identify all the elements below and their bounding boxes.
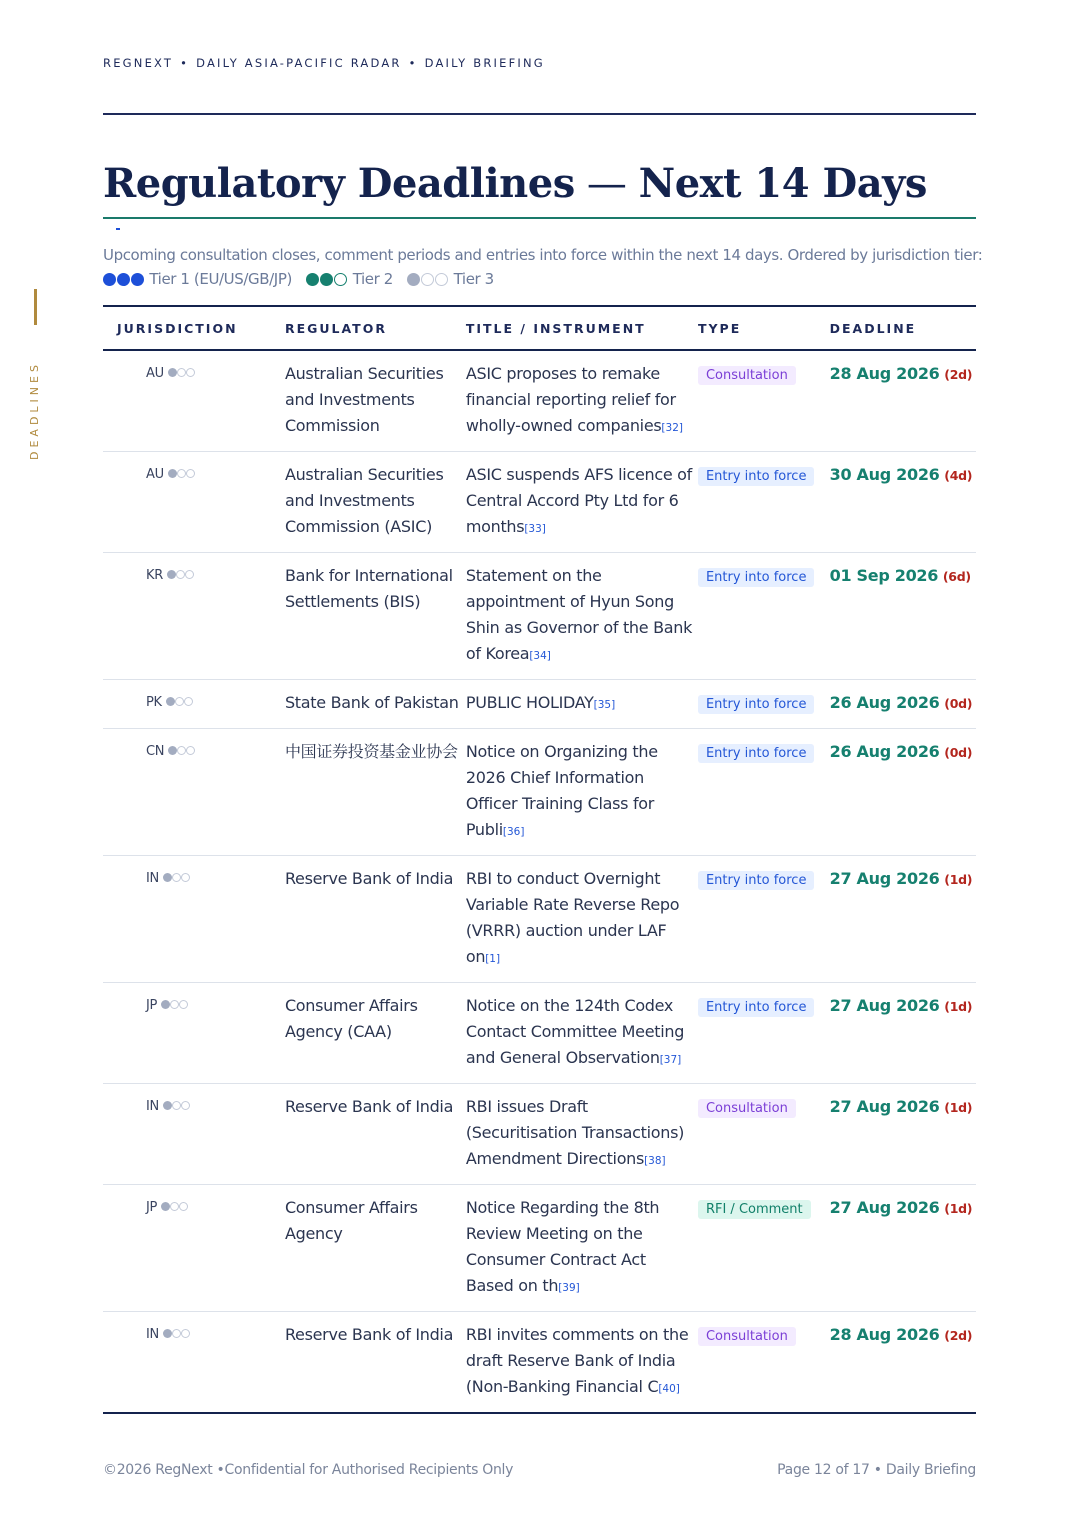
section-name: DAILY ASIA-PACIFIC RADAR: [196, 56, 402, 70]
jurisdiction-cell: [103, 856, 285, 983]
days-remaining: (1d): [944, 872, 973, 887]
page-title-dash: —: [574, 161, 639, 207]
legend-label: Tier 1 (EU/US/GB/JP): [149, 270, 292, 288]
instrument-title: RBI issues Draft (Securitisation Transactions) Amendment Directions: [465, 1097, 685, 1168]
tier-dot-empty-icon: [172, 1101, 181, 1110]
type-badge: Entry into force: [698, 467, 815, 486]
table-row: [103, 729, 976, 856]
instrument-title: Notice on the 124th Codex Contact Committee Meeting and General Observation: [465, 996, 685, 1067]
kicker-separator: •: [180, 56, 190, 70]
instrument-title: RBI invites comments on the draft Reserve Bank of India (Non-Banking Financial C: [465, 1325, 689, 1396]
tier-dot-icon: [161, 1202, 170, 1211]
days-remaining: (2d): [944, 367, 973, 382]
tier-dot-empty-icon: [179, 1000, 188, 1009]
table-row: [103, 1312, 976, 1414]
page-title-sub: Next 14 Days: [638, 160, 927, 207]
deadline-date: 28 Aug 2026: [829, 1325, 940, 1344]
jurisdiction-cell: [103, 350, 285, 452]
deadline-cell: [830, 983, 976, 1084]
column-header-jurisdiction: JURISDICTION: [103, 306, 285, 350]
days-remaining: (0d): [944, 745, 973, 760]
jurisdiction-cell: [103, 983, 285, 1084]
tier-dot-icon: [161, 1000, 170, 1009]
doc-type: DAILY BRIEFING: [424, 56, 545, 70]
column-header-deadline: DEADLINE: [830, 306, 976, 350]
deadline-cell: [830, 856, 976, 983]
tier-dot-empty-icon: [177, 469, 186, 478]
column-header-title: TITLE / INSTRUMENT: [466, 306, 698, 350]
tier-dot-icon: [163, 1101, 172, 1110]
type-badge: Consultation: [698, 1327, 796, 1346]
type-badge: Entry into force: [698, 744, 815, 763]
regulator-cell: Reserve Bank of India: [285, 1312, 466, 1414]
deadline-date: 28 Aug 2026: [829, 364, 940, 383]
deadline-date: 01 Sep 2026: [829, 566, 939, 585]
deadline-cell: [830, 1185, 976, 1312]
tier-dot-icon: [117, 273, 130, 286]
jurisdiction-code: CN: [146, 744, 165, 759]
intro-paragraph: Upcoming consultation closes, comment periods and entries into force within the next 14 days. Ordered by jurisdiction tier:: [103, 246, 983, 264]
deadline-cell: [830, 553, 976, 680]
tier-dot-empty-icon: [186, 746, 195, 755]
page-title-main: Regulatory Deadlines: [103, 160, 575, 207]
tier-dot-icon: [306, 273, 319, 286]
type-badge: Entry into force: [698, 871, 815, 890]
type-cell: [698, 1185, 830, 1312]
tier-dot-empty-icon: [334, 273, 347, 286]
jurisdiction-cell: [103, 553, 285, 680]
tier-dot-empty-icon: [186, 469, 195, 478]
deadline-cell: [830, 350, 976, 452]
tier-dot-empty-icon: [177, 746, 186, 755]
tier-dot-icon: [407, 273, 420, 286]
footer-page-info: Page 12 of 17 • Daily Briefing: [777, 1462, 976, 1478]
instrument-title: ASIC proposes to remake financial reporting relief for wholly-owned companies: [465, 364, 676, 435]
type-badge: Consultation: [698, 366, 796, 385]
type-cell: [698, 983, 830, 1084]
title-cell: [466, 856, 698, 983]
legend-tier-2: [306, 270, 393, 288]
reference-link[interactable]: [33]: [524, 523, 546, 535]
instrument-title: RBI to conduct Overnight Variable Rate Reverse Repo (VRRR) auction under LAF on: [465, 869, 680, 966]
tier-dot-empty-icon: [170, 1000, 179, 1009]
legend-label: Tier 2: [352, 270, 393, 288]
tier-dot-empty-icon: [175, 697, 184, 706]
tier-dot-empty-icon: [181, 873, 190, 882]
legend-tier-1: [103, 270, 292, 288]
instrument-title: Notice on Organizing the 2026 Chief Information Officer Training Class for Publi: [465, 742, 658, 839]
type-badge: RFI / Comment: [698, 1200, 811, 1219]
deadline-cell: [830, 452, 976, 553]
type-cell: [698, 1084, 830, 1185]
deadline-cell: [830, 729, 976, 856]
tier-dot-empty-icon: [172, 1329, 181, 1338]
jurisdiction-cell: [103, 680, 285, 729]
title-cell: [466, 553, 698, 680]
deadline-date: 27 Aug 2026: [829, 996, 940, 1015]
tier-dot-icon: [168, 469, 177, 478]
title-cell: [466, 983, 698, 1084]
column-header-regulator: REGULATOR: [285, 306, 466, 350]
jurisdiction-code: JP: [146, 1200, 158, 1215]
table-row: [103, 452, 976, 553]
deadline-date: 27 Aug 2026: [829, 1198, 940, 1217]
tier-dot-icon: [163, 873, 172, 882]
header-rule: [103, 113, 976, 115]
type-cell: [698, 452, 830, 553]
type-cell: [698, 680, 830, 729]
days-remaining: (1d): [944, 1201, 973, 1216]
reference-link[interactable]: [37]: [659, 1054, 682, 1066]
table-row: [103, 680, 976, 729]
jurisdiction-cell: [103, 1312, 285, 1414]
instrument-title: ASIC suspends AFS licence of Central Accord Pty Ltd for 6 months: [465, 465, 692, 536]
type-cell: [698, 553, 830, 680]
type-cell: [698, 1312, 830, 1414]
deadline-cell: [830, 680, 976, 729]
tier-dot-icon: [103, 273, 116, 286]
title-rule: [103, 217, 976, 219]
deadline-date: 27 Aug 2026: [829, 869, 940, 888]
jurisdiction-cell: [103, 1185, 285, 1312]
days-remaining: (2d): [944, 1328, 973, 1343]
reference-link[interactable]: [1]: [485, 953, 501, 965]
legend-label: Tier 3: [453, 270, 494, 288]
regulator-cell: 中国证券投资基金业协会: [285, 729, 466, 856]
reference-link[interactable]: [36]: [502, 826, 525, 838]
tier-dot-empty-icon: [181, 1329, 190, 1338]
tier-dot-icon: [163, 1329, 172, 1338]
tier-dot-icon: [167, 570, 176, 579]
days-remaining: (1d): [944, 1100, 973, 1115]
tier-dot-empty-icon: [179, 1202, 188, 1211]
title-cell: [466, 452, 698, 553]
tier-dot-empty-icon: [185, 570, 194, 579]
deadline-date: 26 Aug 2026: [829, 693, 940, 712]
type-badge: Consultation: [698, 1099, 796, 1118]
days-remaining: (4d): [944, 468, 973, 483]
title-cell: [466, 729, 698, 856]
instrument-title: PUBLIC HOLIDAY: [465, 693, 594, 712]
tier-legend: [103, 267, 983, 291]
days-remaining: (6d): [942, 569, 971, 584]
jurisdiction-code: IN: [146, 1099, 159, 1114]
type-badge: Entry into force: [698, 695, 815, 714]
reference-link[interactable]: [38]: [644, 1155, 666, 1167]
tier-dot-empty-icon: [172, 873, 181, 882]
tier-dot-icon: [320, 273, 333, 286]
tier-dot-icon: [131, 273, 144, 286]
table-row: [103, 1084, 976, 1185]
jurisdiction-code: PK: [146, 695, 162, 710]
reference-link[interactable]: [35]: [593, 699, 616, 711]
column-header-type: TYPE: [698, 306, 830, 350]
type-cell: [698, 856, 830, 983]
regulator-cell: Bank for International Settlements (BIS): [285, 553, 466, 680]
type-badge: Entry into force: [698, 998, 815, 1017]
tier-dot-empty-icon: [421, 273, 434, 286]
jurisdiction-code: AU: [146, 467, 164, 482]
title-cell: [466, 1185, 698, 1312]
table-header-row: [103, 306, 976, 350]
regulator-cell: Australian Securities and Investments Commission: [285, 350, 466, 452]
tier-dot-empty-icon: [177, 368, 186, 377]
table-row: [103, 553, 976, 680]
regulator-cell: Consumer Affairs Agency: [285, 1185, 466, 1312]
deadline-cell: [830, 1312, 976, 1414]
jurisdiction-cell: [103, 1084, 285, 1185]
intro-text: [103, 243, 983, 291]
reference-link[interactable]: [32]: [661, 422, 683, 434]
page-title: [103, 160, 927, 207]
days-remaining: (1d): [944, 999, 973, 1014]
tier-dot-empty-icon: [170, 1202, 179, 1211]
tier-dot-icon: [166, 697, 175, 706]
jurisdiction-code: AU: [146, 366, 164, 381]
regulator-cell: Reserve Bank of India: [285, 1084, 466, 1185]
table-row: [103, 856, 976, 983]
deadline-date: 27 Aug 2026: [829, 1097, 940, 1116]
jurisdiction-cell: [103, 452, 285, 553]
jurisdiction-code: IN: [146, 1327, 159, 1342]
title-cell: [466, 1312, 698, 1414]
header-kicker: [103, 56, 545, 70]
tier-dot-icon: [168, 746, 177, 755]
deadlines-table: [103, 305, 976, 1414]
title-cell: [466, 680, 698, 729]
tier-dot-empty-icon: [186, 368, 195, 377]
table-row: [103, 1185, 976, 1312]
kicker-separator: •: [408, 56, 418, 70]
type-badge: Entry into force: [698, 568, 815, 587]
reference-link[interactable]: [34]: [529, 650, 551, 662]
jurisdiction-code: IN: [146, 871, 159, 886]
jurisdiction-code: JP: [146, 998, 158, 1013]
tier-dot-icon: [168, 368, 177, 377]
regulator-cell: Reserve Bank of India: [285, 856, 466, 983]
type-cell: [698, 350, 830, 452]
title-cell: [466, 350, 698, 452]
instrument-title: Notice Regarding the 8th Review Meeting on the Consumer Contract Act Based on th: [465, 1198, 660, 1295]
jurisdiction-cell: [103, 729, 285, 856]
tier-dot-empty-icon: [176, 570, 185, 579]
title-cell: [466, 1084, 698, 1185]
reference-link[interactable]: [40]: [658, 1383, 680, 1395]
tier-dot-empty-icon: [181, 1101, 190, 1110]
reference-link[interactable]: [39]: [558, 1282, 580, 1294]
table-row: [103, 350, 976, 452]
deadline-date: 26 Aug 2026: [829, 742, 940, 761]
legend-tier-3: [407, 270, 494, 288]
brand-name: REGNEXT: [103, 56, 174, 70]
days-remaining: (0d): [944, 696, 973, 711]
regulator-cell: Australian Securities and Investments Commission (ASIC): [285, 452, 466, 553]
regulator-cell: State Bank of Pakistan: [285, 680, 466, 729]
footer-copyright: ©2026 RegNext •Confidential for Authorised Recipients Only: [103, 1462, 514, 1478]
title-tick: [116, 228, 120, 230]
side-section-label: DEADLINES: [28, 361, 41, 460]
type-cell: [698, 729, 830, 856]
deadline-date: 30 Aug 2026: [829, 465, 940, 484]
tier-dot-empty-icon: [435, 273, 448, 286]
table-row: [103, 983, 976, 1084]
instrument-title: Statement on the appointment of Hyun Song Shin as Governor of the Bank of Korea: [465, 566, 693, 663]
regulator-cell: Consumer Affairs Agency (CAA): [285, 983, 466, 1084]
side-accent-bar: [34, 289, 37, 325]
deadline-cell: [830, 1084, 976, 1185]
tier-dot-empty-icon: [184, 697, 193, 706]
jurisdiction-code: KR: [146, 568, 163, 583]
